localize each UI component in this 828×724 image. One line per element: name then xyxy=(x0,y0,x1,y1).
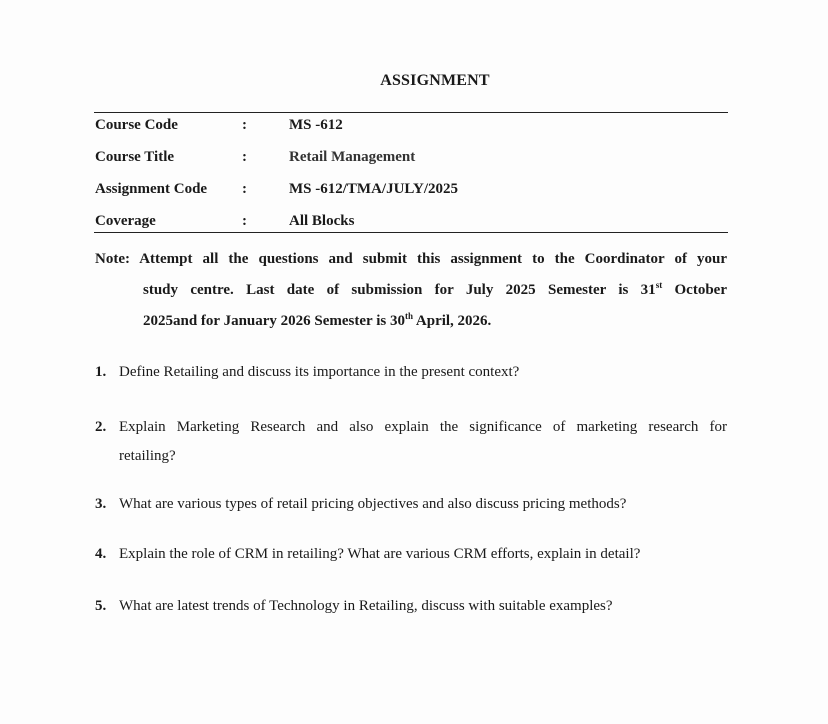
coverage-colon: : xyxy=(242,213,247,229)
top-divider xyxy=(94,112,728,113)
submission-note xyxy=(95,244,727,337)
assignment-code-value: MS -612/TMA/JULY/2025 xyxy=(289,181,459,197)
course-title-colon: : xyxy=(242,149,247,165)
coverage-row xyxy=(95,213,729,233)
question-text: Define Retailing and discuss its importance in the present context? xyxy=(119,364,520,380)
question-item xyxy=(95,413,727,471)
question-item xyxy=(95,490,727,519)
question-item xyxy=(95,540,727,569)
question-number: 4. xyxy=(95,546,107,562)
page-title: ASSIGNMENT xyxy=(380,72,490,89)
coverage-label: Coverage xyxy=(95,213,156,229)
question-item xyxy=(95,358,727,387)
course-code-row xyxy=(95,117,729,137)
question-number: 3. xyxy=(95,496,107,512)
question-text: What are latest trends of Technology in Retailing, discuss with suitable examples? xyxy=(119,598,613,614)
course-code-colon: : xyxy=(242,117,247,133)
question-text: Explain Marketing Research and also explain the significance of marketing research for retailing? xyxy=(119,419,727,464)
question-item xyxy=(95,592,727,621)
course-code-label: Course Code xyxy=(95,117,178,133)
course-title-label: Course Title xyxy=(95,149,175,165)
question-number: 1. xyxy=(95,364,107,380)
note-body xyxy=(95,275,727,337)
note-line-2: study centre. Last date of submission for July 2025 Semester is 31st October xyxy=(143,280,727,298)
question-number: 5. xyxy=(95,598,107,614)
note-line-1: Note: Attempt all the questions and submit this assignment to the Coordinator of your xyxy=(95,251,727,267)
coverage-value: All Blocks xyxy=(289,213,355,229)
question-text: Explain the role of CRM in retailing? What are various CRM efforts, explain in detail? xyxy=(119,546,641,562)
bottom-divider xyxy=(94,232,728,233)
assignment-code-row xyxy=(95,181,729,201)
assignment-code-label: Assignment Code xyxy=(95,181,208,197)
question-number: 2. xyxy=(95,419,107,435)
course-code-value: MS -612 xyxy=(289,117,343,133)
assignment-code-colon: : xyxy=(242,181,247,197)
question-text: What are various types of retail pricing objectives and also discuss pricing methods? xyxy=(119,496,627,512)
course-title-row xyxy=(95,149,729,169)
note-line-3: 2025and for January 2026 Semester is 30th April, 2026. xyxy=(143,311,492,329)
course-title-value: Retail Management xyxy=(289,149,416,165)
